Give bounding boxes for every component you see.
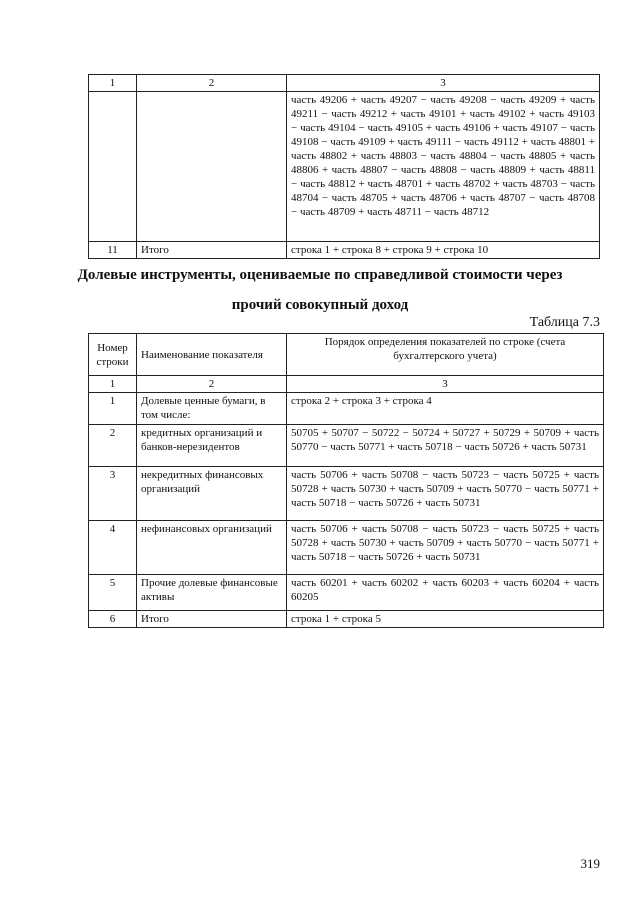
formula-cell: строка 2 + строка 3 + строка 4	[287, 393, 604, 425]
indicator-name: кредитных организаций и банков-нерезидентов	[137, 425, 287, 467]
continued-table	[88, 74, 600, 259]
row-number: 4	[89, 521, 137, 575]
table-row	[89, 467, 604, 521]
row-number: 1	[89, 393, 137, 425]
column-index-row	[89, 75, 600, 92]
formula-cell: часть 49206 + часть 49207 − часть 49208 − часть 49209 + часть 49211 − часть 49212 + часть 49101 + часть 49102 + часть 49103 − часть 49104 − часть 49105 + часть 49106 + часть 49107 − часть 49108 − часть 49109 + часть 49111 − часть 49112 + часть 48801 + часть 48802 + часть 48803 − часть 48804 − часть 48805 + часть 48806 + часть 48807 − часть 48808 − часть 48809 + часть 48811 − часть 48812 + часть 48701 + часть 48702 + часть 48703 − часть 48704 − часть 48705 + часть 48706 + часть 48707 − часть 48708 − часть 48709 + часть 48711 − часть 48712	[287, 92, 600, 242]
table-row	[89, 242, 600, 259]
table-row	[89, 425, 604, 467]
column-index: 1	[89, 376, 137, 393]
column-index-row	[89, 376, 604, 393]
formula-cell: часть 50706 + часть 50708 − часть 50723 − часть 50725 + часть 50728 + часть 50730 + часть 50709 + часть 50770 − часть 50771 + часть 50718 − часть 50726 + часть 50731	[287, 521, 604, 575]
page-number: 319	[580, 856, 600, 871]
header-indicator-name: Наименование показателя	[137, 334, 287, 376]
formula-cell: строка 1 + строка 5	[287, 611, 604, 628]
row-number: 5	[89, 575, 137, 611]
table-row	[89, 611, 604, 628]
table-row	[89, 575, 604, 611]
header-formula: Порядок определения показателей по строке (счета бухгалтерского учета)	[287, 334, 604, 376]
formula-cell: 50705 + 50707 − 50722 − 50724 + 50727 + 50729 + 50709 + часть 50770 − часть 50771 + часть 50718 − часть 50726 + часть 50731	[287, 425, 604, 467]
row-number: 11	[89, 242, 137, 259]
indicator-name: Итого	[137, 242, 287, 259]
formula-cell: часть 60201 + часть 60202 + часть 60203 + часть 60204 + часть 60205	[287, 575, 604, 611]
table-row	[89, 521, 604, 575]
indicator-name: некредитных финансовых организаций	[137, 467, 287, 521]
indicator-name: Итого	[137, 611, 287, 628]
column-index: 1	[89, 75, 137, 92]
indicator-name	[137, 92, 287, 242]
column-index: 3	[287, 75, 600, 92]
formula-cell: часть 50706 + часть 50708 − часть 50723 − часть 50725 + часть 50728 + часть 50730 + часть 50709 + часть 50770 − часть 50771 + часть 50718 − часть 50726 + часть 50731	[287, 467, 604, 521]
column-index: 2	[137, 376, 287, 393]
row-number: 6	[89, 611, 137, 628]
row-number	[89, 92, 137, 242]
indicator-name: нефинансовых организаций	[137, 521, 287, 575]
table-row	[89, 393, 604, 425]
table-header-row	[89, 334, 604, 376]
column-index: 3	[287, 376, 604, 393]
column-index: 2	[137, 75, 287, 92]
formula-cell: строка 1 + строка 8 + строка 9 + строка 10	[287, 242, 600, 259]
row-number: 3	[89, 467, 137, 521]
table-row	[89, 92, 600, 242]
header-row-number: Номер строки	[89, 334, 137, 376]
indicator-name: Прочие долевые финансовые активы	[137, 575, 287, 611]
table-number: Таблица 7.3	[529, 315, 600, 330]
section-title-line2: прочий совокупный доход	[231, 297, 409, 313]
section-title-line1: Долевые инструменты, оцениваемые по справедливой стоимости через	[77, 267, 563, 283]
row-number: 2	[89, 425, 137, 467]
table-7-3	[88, 333, 604, 628]
indicator-name: Долевые ценные бумаги, в том числе:	[137, 393, 287, 425]
